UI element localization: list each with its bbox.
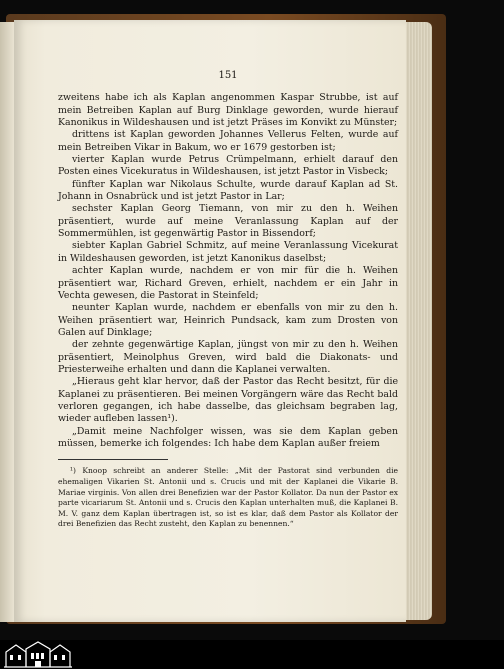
- paragraph: siebter Kaplan Gabriel Schmitz, auf meine Veranlassung Vicekurat in Wildeshausen geworden, ist jetzt Kanonikus daselbst;: [58, 240, 398, 264]
- viewer-footer: [0, 640, 504, 669]
- book-page: [14, 20, 406, 622]
- paragraph: achter Kaplan wurde, nachdem er von mir für die h. Weihen präsentiert war, Richard Greven, erhielt, nachdem er ein Jahr in Vechta gewesen, die Pastorat in Steinfeld;: [58, 265, 398, 301]
- left-page-edge: [0, 22, 14, 622]
- paragraph: „Damit meine Nachfolger wissen, was sie dem Kaplan geben müssen, bemerke ich folgendes: Ich habe dem Kaplan außer freiem: [58, 425, 398, 449]
- footnote: ¹) Knoop schreibt an anderer Stelle: „Mit der Pastorat sind verbunden die ehemaligen Vikarien St. Antonii und s. Crucis und mit der Kaplanei die Vikarie B. Mariae virginis. Von allen drei Benefizien war der Pastor Kollator. Da nun der Pastor ex parte vicariarum St. Antonii und s. Crucis den Kaplan unterhalten muß, die Kaplanei B. M. V. ganz dem Kaplan übertragen ist, so ist es klar, daß dem Pastor als Kollator der drei Benefizien das Recht zusteht, den Kaplan zu benennen.“: [58, 466, 398, 529]
- paragraph: sechster Kaplan Georg Tiemann, von mir zu den h. Weihen präsentiert, wurde auf meine Veranlassung Kaplan auf der Sommermühlen, ist gegenwärtig Pastor in Bissendorf;: [58, 203, 398, 240]
- page-block-edge: [402, 22, 432, 620]
- paragraph: drittens ist Kaplan geworden Johannes Vellerus Felten, wurde auf mein Betreiben Vikar in Bakum, wo er 1679 gestorben ist;: [58, 129, 398, 153]
- page-number: 151: [218, 70, 238, 81]
- page-content: [58, 70, 398, 530]
- footnote-divider: [58, 459, 168, 460]
- library-building-icon: [2, 640, 74, 669]
- paragraph: vierter Kaplan wurde Petrus Crümpelmann, erhielt darauf den Posten eines Vicekuratus in Wildeshausen, ist jetzt Pastor in Visbeck;: [58, 154, 398, 178]
- paragraph: der zehnte gegenwärtige Kaplan, jüngst von mir zu den h. Weihen präsentiert, Meinolphus Greven, wird bald die Diakonats- und Priesterweihe erhalten und dann die Kaplanei verwalten.: [58, 339, 398, 375]
- paragraph: neunter Kaplan wurde, nachdem er ebenfalls von mir zu den h. Weihen präsentiert war, Heinrich Pundsack, kam zum Drosten von Galen auf Dinklage;: [58, 302, 398, 338]
- paragraph: „Hieraus geht klar hervor, daß der Pastor das Recht besitzt, für die Kaplanei zu präsentieren. Bei meinen Vorgängern wäre das Recht bald verloren gegangen, ich habe dasselbe, das gleichsam begraben lag, wieder aufleben lassen¹).: [58, 376, 398, 425]
- paragraph: zweitens habe ich als Kaplan angenommen Kaspar Strubbe, ist auf mein Betreiben Kaplan auf Burg Dinklage geworden, wurde hierauf Kanonikus in Wildeshausen und ist jetzt Präses im Konvikt zu Münster;: [58, 92, 398, 129]
- paragraph: fünfter Kaplan war Nikolaus Schulte, wurde darauf Kaplan ad St. Johann in Osnabrück und ist jetzt Pastor in Lar;: [58, 178, 398, 203]
